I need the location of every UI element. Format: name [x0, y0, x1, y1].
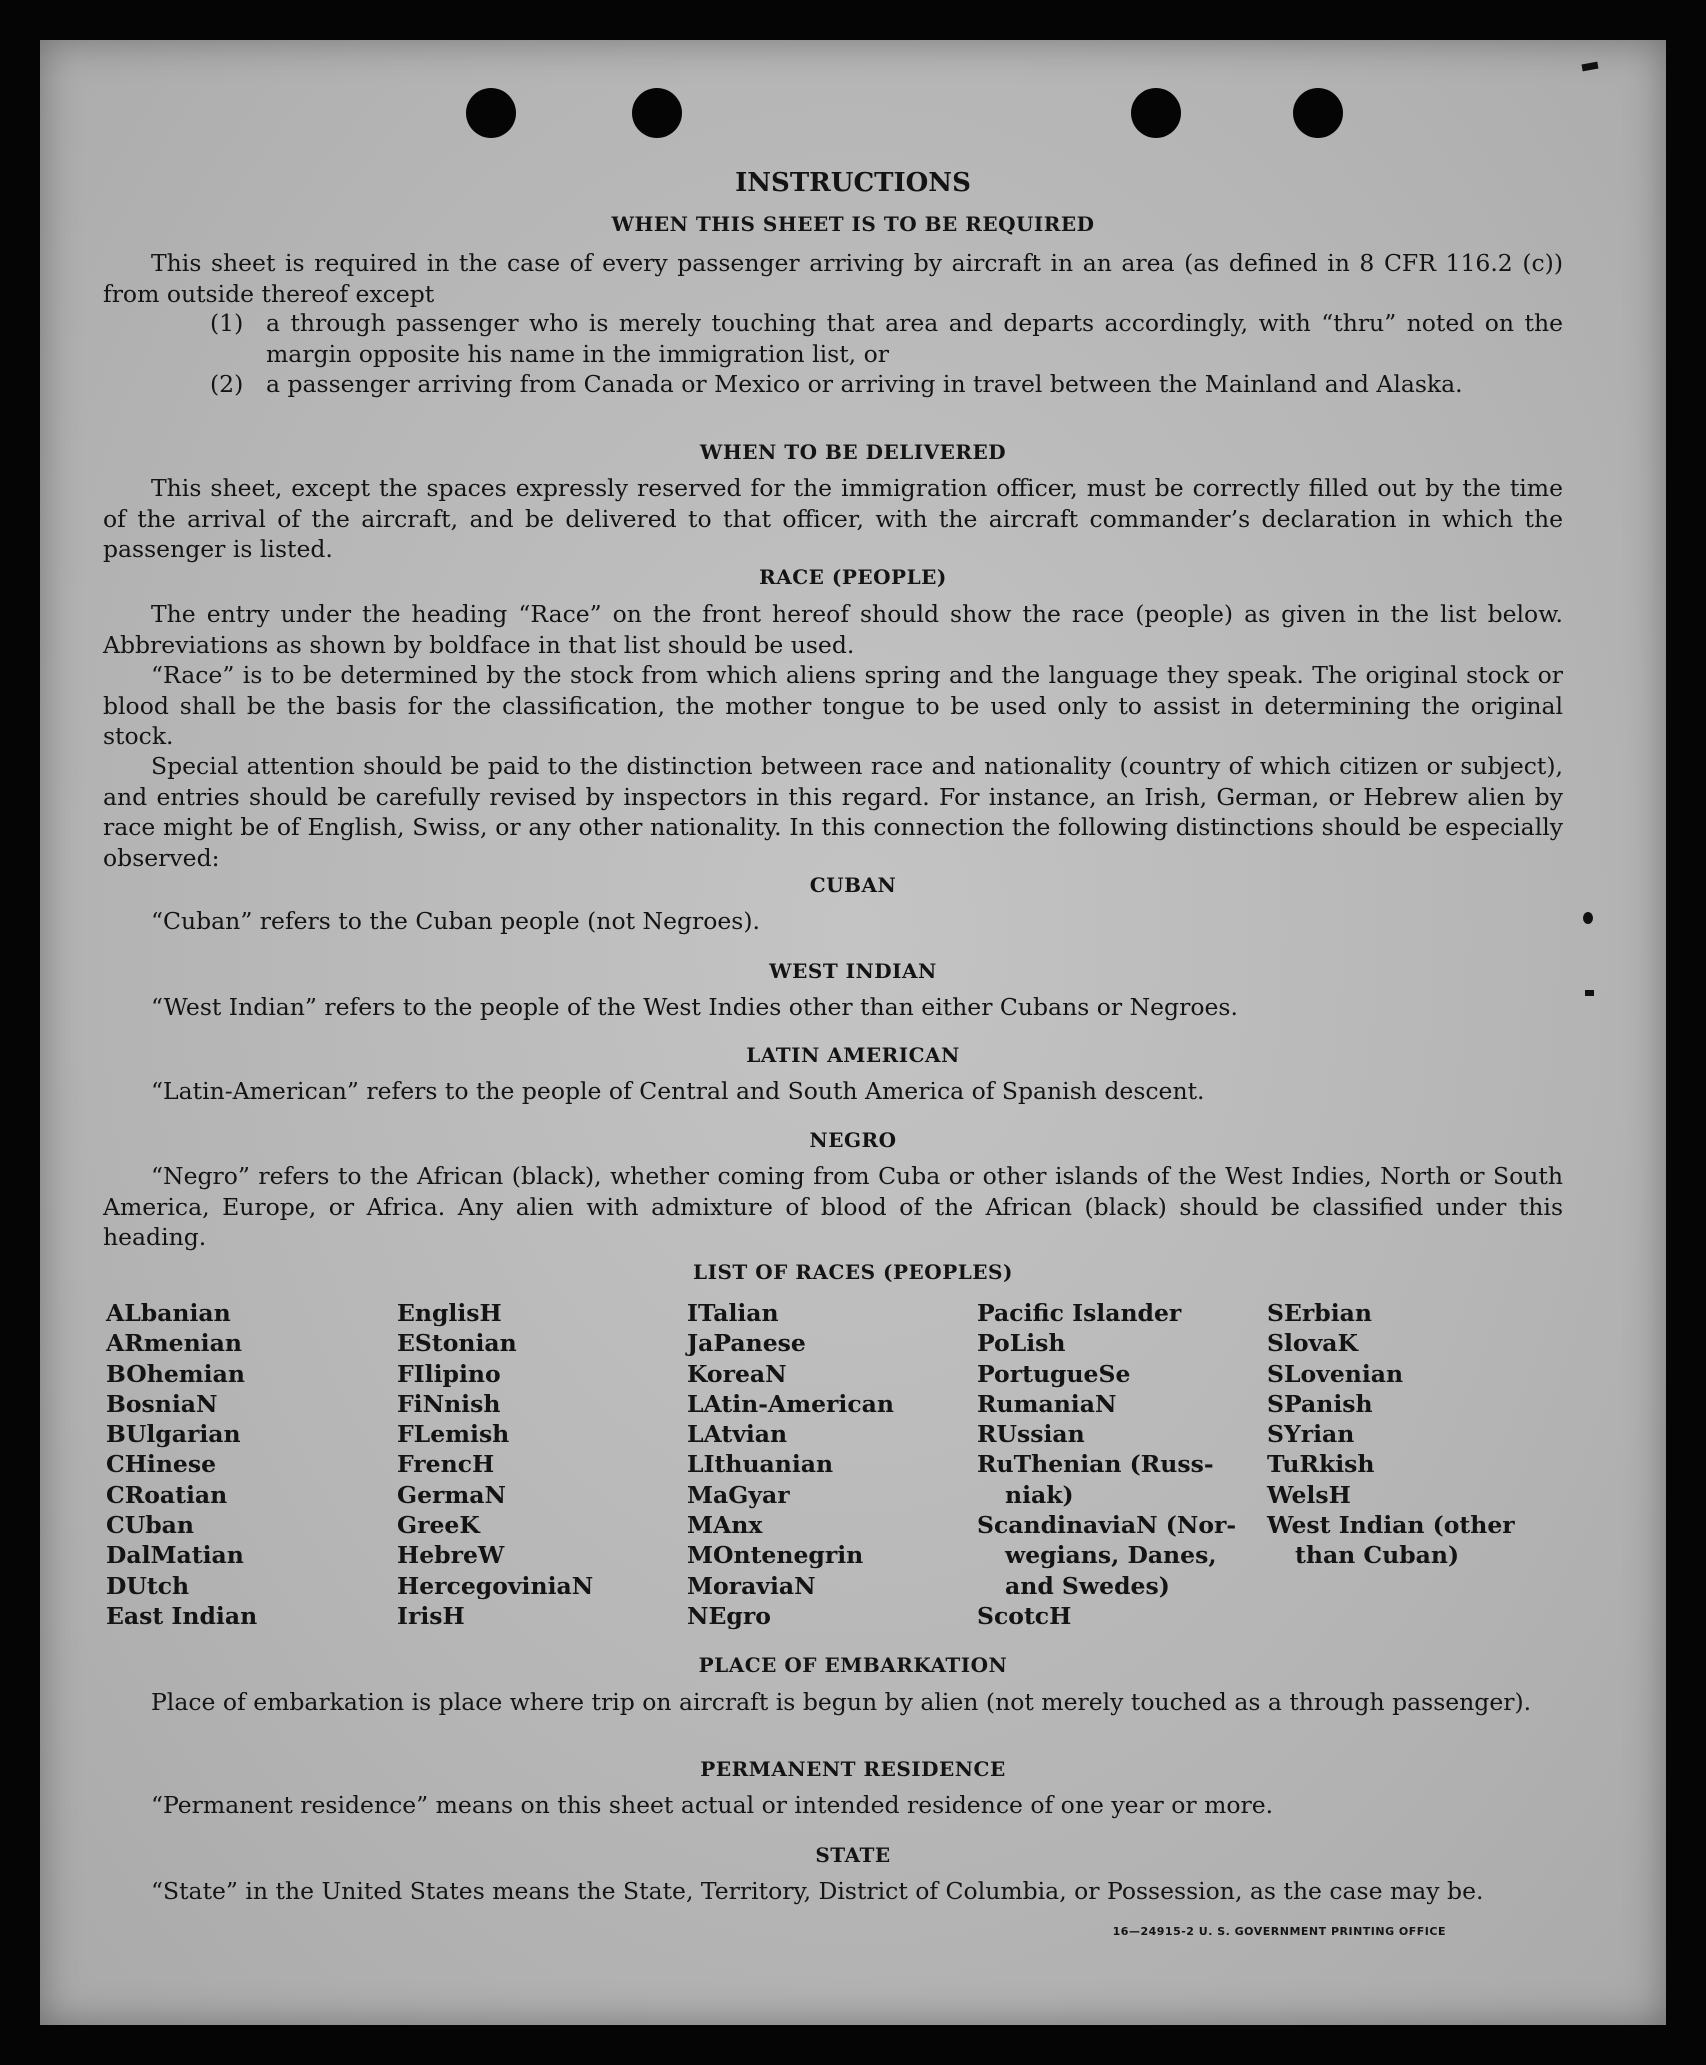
race-entry: TuRkish — [1267, 1450, 1375, 1479]
paragraph-cuban: “Cuban” refers to the Cuban people (not Negroes). — [151, 907, 761, 935]
ink-mark — [1582, 62, 1599, 72]
ink-mark — [1583, 912, 1593, 924]
race-entry: CRoatian — [106, 1480, 228, 1509]
paragraph-race-1: The entry under the heading “Race” on the front hereof should show the race (people) as given in the list below. Abbreviations as shown by boldface in that list should be used. — [103, 600, 1563, 659]
paragraph-residence: “Permanent residence” means on this sheet actual or intended residence of one year or more. — [151, 1791, 1274, 1819]
race-column-3 — [687, 1298, 894, 1631]
heading-cuban: CUBAN — [809, 873, 897, 897]
race-entry: NEgro — [687, 1601, 771, 1630]
page-title: INSTRUCTIONS — [735, 168, 971, 198]
race-entry: GermaN — [397, 1480, 506, 1509]
race-entry: EnglisH — [397, 1299, 502, 1327]
race-entry: than Cuban) — [1295, 1541, 1460, 1570]
paragraph-race-3: Special attention should be paid to the distinction between race and nationality (country of which citizen or subject), and entries should be carefully revised by inspectors in this regard. For instance, an Irish, German, or Hebrew alien by race might be of English, Swiss, or any other nationality. In this connection the following distinctions should be especially observed: — [103, 752, 1563, 872]
race-entry: ALbanian — [106, 1299, 231, 1327]
race-entry: EStonian — [397, 1329, 517, 1358]
race-entry: CUban — [106, 1511, 194, 1540]
race-entry: RumaniaN — [977, 1389, 1117, 1418]
race-entry: DalMatian — [106, 1541, 244, 1570]
punch-hole-3 — [1131, 88, 1181, 138]
heading-when-delivered: WHEN TO BE DELIVERED — [699, 440, 1007, 464]
paragraph-latin-american: “Latin-American” refers to the people of Central and South America of Spanish descent. — [151, 1077, 1205, 1105]
paragraph-west-indian: “West Indian” refers to the people of the West Indies other than either Cubans or Negroes. — [151, 993, 1238, 1021]
race-entry: BOhemian — [106, 1359, 245, 1388]
race-column-1 — [106, 1298, 257, 1631]
printing-office-footer: 16—24915-2 U. S. GOVERNMENT PRINTING OFFICE — [1112, 1925, 1446, 1938]
race-entry: niak) — [1005, 1480, 1074, 1509]
punch-hole-4 — [1293, 88, 1343, 138]
race-entry: SLovenian — [1267, 1359, 1404, 1388]
race-entry: LAtin-American — [687, 1389, 894, 1418]
paragraph-when-required: This sheet is required in the case of every passenger arriving by aircraft in an area (as defined in 8 CFR 116.2 (c)) from outside thereof except — [103, 249, 1563, 308]
heading-when-required: WHEN THIS SHEET IS TO BE REQUIRED — [611, 212, 1095, 236]
race-entry: Pacific Islander — [977, 1299, 1182, 1327]
race-entry: East Indian — [106, 1601, 258, 1630]
paragraph-state: “State” in the United States means the State, Territory, District of Columbia, or Possession, as the case may be. — [151, 1877, 1484, 1905]
race-entry: MOntenegrin — [687, 1541, 864, 1570]
race-entry: RuThenian (Russ- — [977, 1450, 1214, 1479]
race-entry: ITalian — [687, 1299, 779, 1327]
race-entry: SErbian — [1267, 1299, 1372, 1327]
race-entry: BUlgarian — [106, 1420, 241, 1449]
paragraph-embarkation: Place of embarkation is place where trip on aircraft is begun by alien (not merely touched as a through passenger). — [151, 1688, 1532, 1716]
heading-race: RACE (PEOPLE) — [759, 565, 947, 589]
race-entry: CHinese — [106, 1450, 217, 1479]
heading-list-of-races: LIST OF RACES (PEOPLES) — [693, 1260, 1013, 1284]
race-column-2 — [397, 1298, 593, 1631]
race-entry: SlovaK — [1267, 1329, 1358, 1358]
race-entry: MaGyar — [687, 1480, 790, 1509]
document-sheet — [40, 40, 1666, 2025]
heading-latin-american: LATIN AMERICAN — [746, 1043, 960, 1067]
race-entry: FiNnish — [397, 1389, 501, 1418]
race-entry: SYrian — [1267, 1420, 1355, 1449]
ink-mark — [1585, 990, 1594, 996]
race-entry: WelsH — [1267, 1480, 1351, 1509]
race-entry: PortugueSe — [977, 1359, 1131, 1388]
race-entry: MAnx — [687, 1511, 763, 1540]
paragraph-when-delivered: This sheet, except the spaces expressly reserved for the immigration officer, must be correctly filled out by the time of the arrival of the aircraft, and be delivered to that officer, with the aircraft commander’s declaration in which the passenger is listed. — [103, 474, 1563, 563]
race-entry: PoLish — [977, 1329, 1066, 1358]
race-entry: IrisH — [397, 1601, 465, 1630]
heading-residence: PERMANENT RESIDENCE — [700, 1757, 1006, 1781]
race-entry: LAtvian — [687, 1420, 788, 1449]
race-entry: FIlipino — [397, 1359, 501, 1388]
race-entry: DUtch — [106, 1571, 190, 1600]
paragraph-race-2: “Race” is to be determined by the stock from which aliens spring and the language they speak. The original stock or blood shall be the basis for the classification, the mother tongue to be used only to assist in determining the original stock. — [103, 661, 1563, 750]
paragraph-negro: “Negro” refers to the African (black), whether coming from Cuba or other islands of the West Indies, North or South America, Europe, or Africa. Any alien with admixture of blood of the African (black) should be classified under this heading. — [103, 1162, 1563, 1251]
race-entry: GreeK — [397, 1511, 480, 1540]
heading-state: STATE — [815, 1843, 891, 1867]
race-entry: LIthuanian — [687, 1450, 834, 1479]
race-entry: HercegoviniaN — [397, 1571, 594, 1600]
heading-west-indian: WEST INDIAN — [769, 959, 937, 983]
race-entry: SPanish — [1267, 1389, 1373, 1418]
race-entry: and Swedes) — [1005, 1571, 1170, 1600]
race-entry: West Indian (other — [1267, 1511, 1515, 1540]
race-entry: FLemish — [397, 1420, 510, 1449]
race-entry: ScandinaviaN (Nor- — [977, 1511, 1237, 1540]
punch-hole-2 — [632, 88, 682, 138]
race-column-4 — [977, 1298, 1236, 1631]
race-entry: BosniaN — [106, 1389, 218, 1418]
heading-embarkation: PLACE OF EMBARKATION — [698, 1653, 1008, 1677]
race-entry: wegians, Danes, — [1005, 1541, 1217, 1570]
race-entry: HebreW — [397, 1541, 505, 1570]
list-item: (1) a through passenger who is merely touching that area and departs accordingly, with “thru” noted on the margin opposite his name in the immigration list, or — [210, 309, 1563, 368]
list-item: (2) a passenger arriving from Canada or Mexico or arriving in travel between the Mainland and Alaska. — [210, 370, 1463, 398]
heading-negro: NEGRO — [809, 1128, 897, 1152]
race-entry: JaPanese — [687, 1329, 806, 1358]
punch-hole-1 — [466, 88, 516, 138]
race-entry: FrencH — [397, 1450, 495, 1479]
race-entry: MoraviaN — [687, 1571, 816, 1600]
race-entry: KoreaN — [687, 1359, 787, 1388]
race-entry: RUssian — [977, 1420, 1085, 1449]
race-entry: ARmenian — [106, 1329, 242, 1358]
race-column-5 — [1267, 1298, 1515, 1571]
race-entry: ScotcH — [977, 1601, 1072, 1630]
